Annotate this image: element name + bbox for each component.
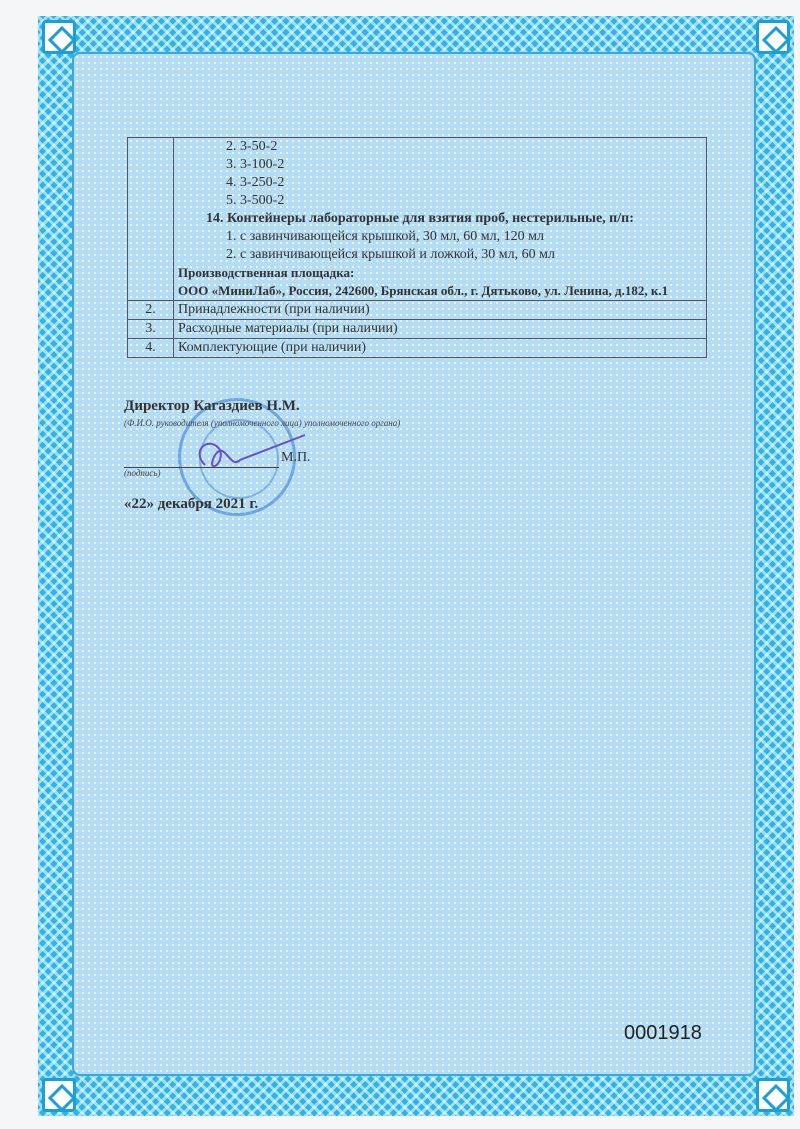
table-row (128, 138, 707, 301)
list-item: 3. 3-100-2 (226, 157, 285, 172)
stamp-place-label: М.П. (281, 450, 311, 465)
table-row: 2. Принадлежности (при наличии) (128, 301, 707, 320)
item-heading: 14. Контейнеры лабораторные для взятия проб, нестерильные, п/п: (206, 211, 634, 226)
corner-ornament (42, 1078, 76, 1112)
list-item: 2. с завинчивающейся крышкой и ложкой, 30 мл, 60 мл (226, 247, 555, 262)
corner-ornament (756, 20, 790, 54)
serial-number: 0001918 (624, 1022, 702, 1044)
list-item: 5. 3-500-2 (226, 193, 285, 208)
list-item: 1. с завинчивающейся крышкой, 30 мл, 60 мл, 120 мл (226, 229, 544, 244)
table-row: 3. Расходные материалы (при наличии) (128, 320, 707, 339)
director-name: Директор Кагаздиев Н.М. (124, 398, 300, 414)
director-caption: (Ф.И.О. руководителя (уполномоченного лица) уполномоченного органа) (124, 418, 401, 428)
corner-ornament (756, 1078, 790, 1112)
list-item: 2. 3-50-2 (226, 139, 278, 154)
site-address: ООО «МиниЛаб», Россия, 242600, Брянская обл., г. Дятьково, ул. Ленина, д.182, к.1 (178, 283, 669, 298)
list-item: 4. 3-250-2 (226, 175, 285, 190)
signature-caption: (подпись) (124, 468, 161, 478)
issue-date: «22» декабря 2021 г. (124, 496, 259, 512)
table-row: 4. Комплектующие (при наличии) (128, 339, 707, 358)
site-label: Производственная площадка: (178, 265, 355, 280)
products-table (127, 137, 707, 358)
corner-ornament (42, 20, 76, 54)
